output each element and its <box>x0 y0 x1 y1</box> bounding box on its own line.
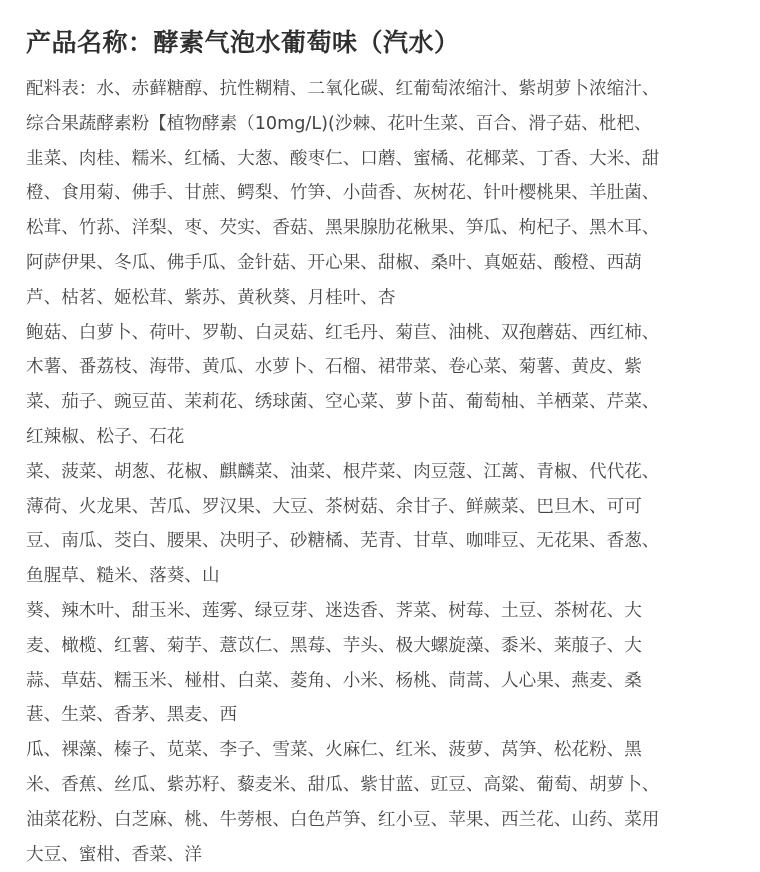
ingredients-line: 大豆、蜜柑、香菜、洋 <box>26 844 202 865</box>
ingredients-line: 瓜、裸藻、榛子、苋菜、李子、雪菜、火麻仁、红米、菠萝、莴笋、松花粉、黑 <box>26 740 642 761</box>
ingredients-line: 红辣椒、松子、石花 <box>26 426 185 447</box>
ingredients-line: 蒜、草菇、糯玉米、椪柑、白菜、菱角、小米、杨桃、茼蒿、人心果、燕麦、桑 <box>26 670 642 691</box>
ingredients-paragraph-4 <box>26 594 740 733</box>
ingredients-line: 薄荷、火龙果、苦瓜、罗汉果、大豆、茶树菇、余甘子、鲜蕨菜、巴旦木、可可 <box>26 496 642 517</box>
ingredients-paragraph-5 <box>26 733 740 872</box>
ingredients-line: 阿萨伊果、冬瓜、佛手瓜、金针菇、开心果、甜椒、桑叶、真姬菇、酸橙、西葫 <box>26 252 642 273</box>
ingredients-line: 综合果蔬酵素粉【植物酵素（10mg/L)(沙棘、花叶生菜、百合、滑子菇、枇杷、 <box>26 113 652 134</box>
ingredients-line: 油菜花粉、白芝麻、桃、牛蒡根、白色芦笋、红小豆、苹果、西兰花、山药、菜用 <box>26 809 660 830</box>
ingredients-line: 米、香蕉、丝瓜、紫苏籽、藜麦米、甜瓜、紫甘蓝、豇豆、高粱、葡萄、胡萝卜、 <box>26 774 660 795</box>
ingredients-line: 豆、南瓜、茭白、腰果、决明子、砂糖橘、芜青、甘草、咖啡豆、无花果、香葱、 <box>26 531 660 552</box>
ingredients-list <box>26 72 740 872</box>
ingredients-paragraph-1 <box>26 72 740 316</box>
ingredients-paragraph-2 <box>26 316 740 455</box>
ingredients-line: 菜、菠菜、胡葱、花椒、麒麟菜、油菜、根芹菜、肉豆蔻、江蓠、青椒、代代花、 <box>26 461 660 482</box>
ingredients-line: 菜、茄子、豌豆苗、茉莉花、绣球菌、空心菜、萝卜苗、葡萄柚、羊栖菜、芹菜、 <box>26 392 660 413</box>
ingredients-paragraph-3 <box>26 455 740 594</box>
ingredients-line: 鲍菇、白萝卜、荷叶、罗勒、白灵菇、红毛丹、菊苣、油桃、双孢蘑菇、西红柿、 <box>26 322 660 343</box>
ingredients-line: 配料表：水、赤藓糖醇、抗性糊精、二氧化碳、红葡萄浓缩汁、紫胡萝卜浓缩汁、 <box>26 79 660 99</box>
ingredients-line: 麦、橄榄、红薯、菊芋、薏苡仁、黑莓、芋头、极大螺旋藻、黍米、莱菔子、大 <box>26 635 642 656</box>
ingredients-line: 松茸、竹荪、洋梨、枣、芡实、香菇、黑果腺肋花楸果、笋瓜、枸杞子、黑木耳、 <box>26 218 660 239</box>
ingredients-line: 葚、生菜、香茅、黑麦、西 <box>26 705 238 726</box>
ingredients-line: 芦、枯茗、姬松茸、紫苏、黄秋葵、月桂叶、杏 <box>26 287 396 308</box>
ingredients-line: 韭菜、肉桂、糯米、红橘、大葱、酸枣仁、口蘑、蜜橘、花椰菜、丁香、大米、甜 <box>26 148 660 169</box>
product-name-title: 产品名称：酵素气泡水葡萄味（汽水） <box>26 28 460 57</box>
ingredients-line: 葵、辣木叶、甜玉米、莲雾、绿豆芽、迷迭香、荠菜、树莓、土豆、茶树花、大 <box>26 600 642 621</box>
ingredients-line: 木薯、番荔枝、海带、黄瓜、水萝卜、石榴、裙带菜、卷心菜、菊薯、黄皮、紫 <box>26 357 642 378</box>
ingredients-line: 鱼腥草、糙米、落葵、山 <box>26 566 220 587</box>
ingredients-line: 橙、食用菊、佛手、甘蔗、鳄梨、竹笋、小茴香、灰树花、针叶樱桃果、羊肚菌、 <box>26 183 660 204</box>
